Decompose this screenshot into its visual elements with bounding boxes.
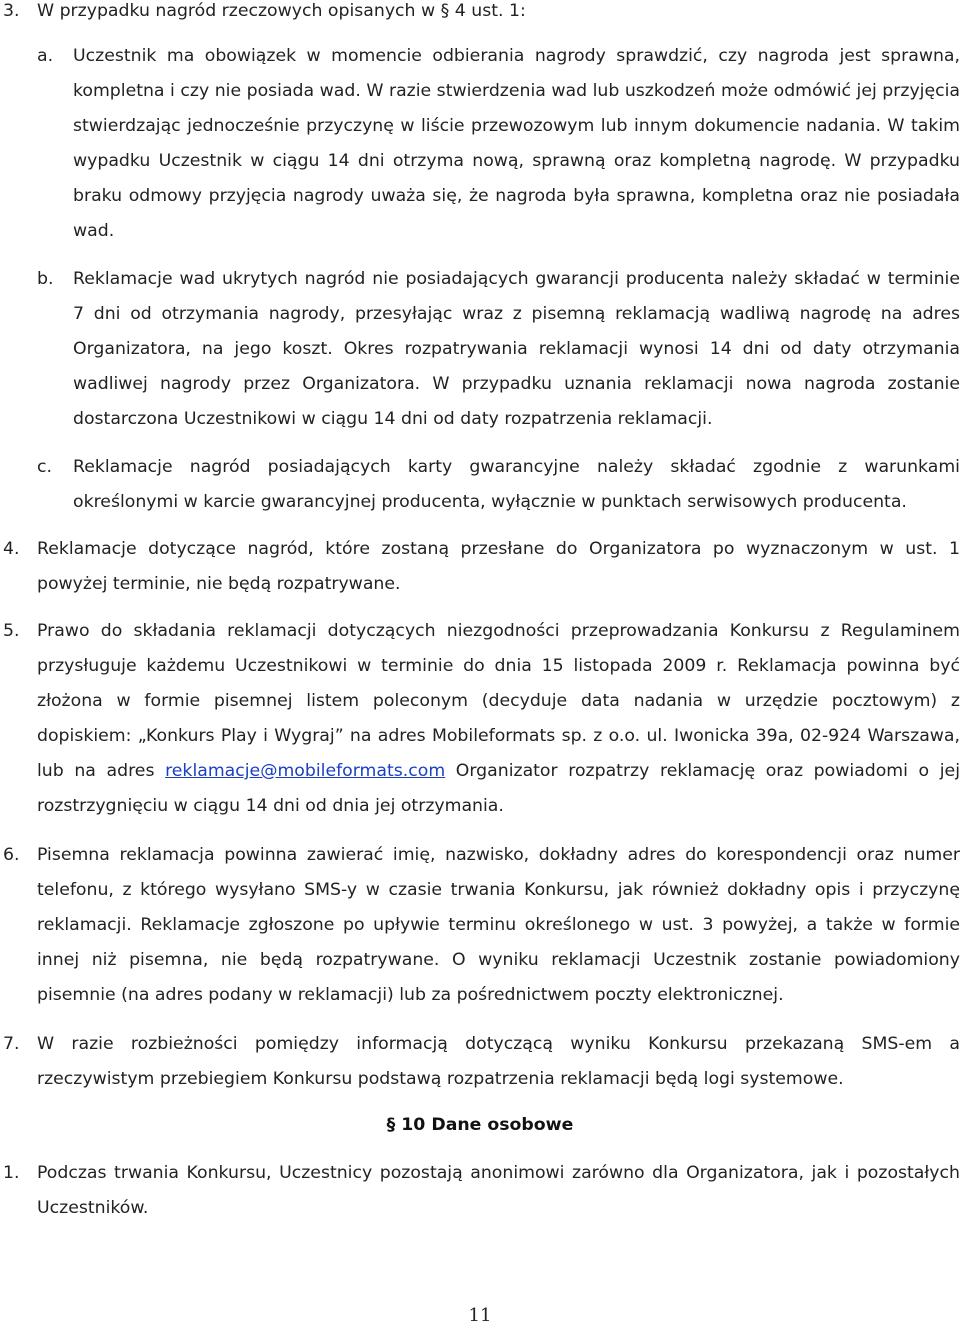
list-number: 5. bbox=[3, 621, 20, 641]
list-item-s10-1 bbox=[0, 1156, 960, 1226]
list-letter: b. bbox=[37, 269, 54, 289]
list-item-text bbox=[37, 614, 960, 824]
list-item-3b bbox=[37, 262, 960, 437]
list-item-text: Reklamacje dotyczące nagród, które zostaną przesłane do Organizatora po wyznaczonym w ust. 1 powyżej terminie, nie będą rozpatrywane. bbox=[37, 539, 960, 594]
email-link[interactable]: reklamacje@mobileformats.com bbox=[165, 761, 446, 781]
list-item-7 bbox=[0, 1027, 960, 1097]
list-letter: c. bbox=[37, 457, 52, 477]
list-item-text-part: Prawo do składania reklamacji dotyczących niezgodności przeprowadzania Konkursu z Regulaminem przysługuje każdemu Uczestnikowi w terminie do dnia 15 listopada 2009 r. Reklamacja powinna być złożona w formie pisemnej listem poleconym (decyduje data nadania w urzędzie pocztowym) z dopiskiem: „Konkurs Play i Wygraj” na adres Mobileformats sp. z o.o. ul. Iwonicka 39a, 02-924 Warszawa, lub na adres bbox=[37, 621, 960, 781]
section-heading: § 10 Dane osobowe bbox=[386, 1115, 574, 1135]
list-number: 3. bbox=[3, 1, 20, 21]
list-item-3a bbox=[37, 39, 960, 249]
list-item-text: Reklamacje wad ukrytych nagród nie posiadających gwarancji producenta należy składać w terminie 7 dni od otrzymania nagrody, przesyłając wraz z pisemną reklamacją wadliwą nagrodę na adres Organizatora, na jego koszt. Okres rozpatrywania reklamacji wynosi 14 dni od daty otrzymania wadliwej nagrody przez Organizatora. W przypadku uznania reklamacji nowa nagroda zostanie dostarczona Uczestnikowi w ciągu 14 dni od daty rozpatrzenia reklamacji. bbox=[73, 269, 960, 429]
list-item-3c bbox=[37, 450, 960, 520]
list-number: 4. bbox=[3, 539, 20, 559]
list-number: 6. bbox=[3, 845, 20, 865]
list-item-text: W przypadku nagród rzeczowych opisanych w § 4 ust. 1: bbox=[37, 1, 526, 21]
list-item-text: W razie rozbieżności pomiędzy informacją dotyczącą wyniku Konkursu przekazaną SMS-em a rzeczywistym przebiegiem Konkursu podstawą rozpatrzenia reklamacji będą logi systemowe. bbox=[37, 1034, 960, 1089]
list-number: 7. bbox=[3, 1034, 20, 1054]
page-number: 11 bbox=[468, 1305, 492, 1326]
list-item-text: Pisemna reklamacja powinna zawierać imię, nazwisko, dokładny adres do korespondencji oraz numer telefonu, z którego wysyłano SMS-y w czasie trwania Konkursu, jak również dokładny opis i przyczynę reklamacji. Reklamacje zgłoszone po upływie terminu określonego w ust. 3 powyżej, a także w formie innej niż pisemna, nie będą rozpatrywane. O wyniku reklamacji Uczestnik zostanie powiadomiony pisemnie (na adres podany w reklamacji) lub za pośrednictwem poczty elektronicznej. bbox=[37, 845, 960, 1005]
list-item-text: Reklamacje nagród posiadających karty gwarancyjne należy składać zgodnie z warunkami określonymi w karcie gwarancyjnej producenta, wyłącznie w punktach serwisowych producenta. bbox=[73, 457, 960, 512]
list-number: 1. bbox=[3, 1163, 20, 1183]
list-item-5 bbox=[0, 614, 960, 824]
list-item-text: Uczestnik ma obowiązek w momencie odbierania nagrody sprawdzić, czy nagroda jest sprawna, kompletna i czy nie posiada wad. W razie stwierdzenia wad lub uszkodzeń może odmówić jej przyjęcia stwierdzając jednocześnie przyczynę w liście przewozowym lub innym dokumencie nadania. W takim wypadku Uczestnik w ciągu 14 dni otrzyma nową, sprawną oraz kompletną nagrodę. W przypadku braku odmowy przyjęcia nagrody uważa się, że nagroda była sprawna, kompletna oraz nie posiadała wad. bbox=[73, 46, 960, 241]
list-item-3 bbox=[0, 0, 960, 29]
list-item-text: Podczas trwania Konkursu, Uczestnicy pozostają anonimowi zarówno dla Organizatora, jak i pozostałych Uczestników. bbox=[37, 1163, 960, 1218]
list-item-4 bbox=[0, 532, 960, 602]
list-letter: a. bbox=[37, 46, 54, 66]
list-item-6 bbox=[0, 838, 960, 1013]
list-item-text-part: Organizator rozpatrzy reklamację oraz powiadomi o jej rozstrzygnięciu w ciągu 14 dni od dnia jej otrzymania. bbox=[37, 761, 960, 816]
